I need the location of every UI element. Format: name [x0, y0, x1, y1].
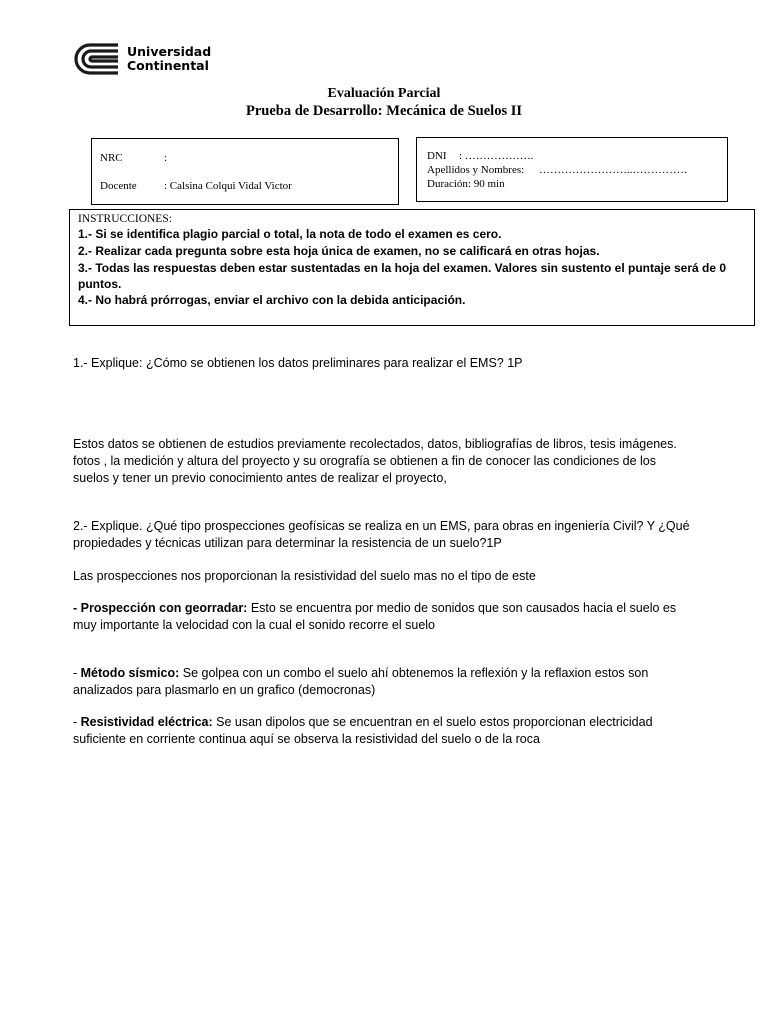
- student-info-box: [416, 137, 728, 202]
- sismico-label: Método sísmico:: [80, 666, 180, 680]
- answer-1-line: suelos y tener un previo conocimiento antes de realizar el proyecto,: [73, 471, 447, 485]
- logo-wordmark: [127, 45, 211, 73]
- dni-label: DNI: [427, 150, 447, 162]
- exam-subtitle: Prueba de Desarrollo: Mecánica de Suelos II: [245, 103, 522, 119]
- nombres-value: ……………………..……………: [539, 164, 688, 176]
- georradar-text: Esto se encuentra por medio de sonidos que son causados hacia el suelo es: [247, 601, 677, 615]
- question-2-line: propiedades y técnicas utilizan para determinar la resistencia de un suelo?1P: [73, 536, 502, 550]
- duracion-text: Duración: 90 min: [427, 178, 505, 190]
- answer-2-intro: Las prospecciones nos proporcionan la resistividad del suelo mas no el tipo de este: [73, 569, 536, 583]
- nrc-label: NRC: [100, 152, 123, 164]
- answer-1-line: Estos datos se obtienen de estudios previamente recolectados, datos, bibliografías de libros, tesis imágenes.: [73, 437, 677, 451]
- question-1: 1.- Explique: ¿Cómo se obtienen los datos preliminares para realizar el EMS? 1P: [73, 356, 523, 370]
- sismico-text: Se golpea con un combo el suelo ahí obtenemos la reflexión y la reflaxion estos son: [179, 666, 649, 680]
- university-logo: [72, 41, 211, 77]
- instructions-heading: INSTRUCCIONES:: [78, 213, 172, 225]
- instruction-item: 3.- Todas las respuestas deben estar sustentadas en la hoja del examen. Valores sin sustento el puntaje será de 0: [78, 261, 727, 275]
- docente-label: Docente: [100, 180, 137, 192]
- docente-value: : Calsina Colqui Vidal Victor: [164, 180, 292, 192]
- exam-title: Evaluación Parcial: [327, 86, 441, 101]
- instruction-item: puntos.: [78, 277, 122, 291]
- resistividad-line: [73, 714, 653, 731]
- instruction-item: 2.- Realizar cada pregunta sobre esta hoja única de examen, no se calificará en otras hojas.: [78, 244, 600, 258]
- course-info-box: [91, 138, 399, 205]
- georradar-label: - Prospección con georradar:: [73, 601, 248, 615]
- sismico-line: [73, 665, 648, 682]
- resistividad-label: Resistividad eléctrica:: [80, 715, 213, 729]
- logo-line-2: Continental: [127, 58, 209, 73]
- georradar-line: [73, 600, 676, 617]
- resistividad-dash: -: [73, 715, 81, 729]
- nombres-label: Apellidos y Nombres:: [427, 164, 525, 176]
- answer-1-line: fotos , la medición y altura del proyecto y su orografía se obtienen a fin de conocer las condiciones de los: [73, 454, 656, 468]
- question-2-line: 2.- Explique. ¿Qué tipo prospecciones geofísicas se realiza en un EMS, para obras en ingeniería Civil? Y ¿Qué: [73, 519, 690, 533]
- dni-value: : ……………….: [459, 150, 534, 162]
- continental-logo-icon: [72, 42, 120, 76]
- resistividad-text: Se usan dipolos que se encuentran en el suelo estos proporcionan electricidad: [212, 715, 653, 729]
- sismico-dash: -: [73, 666, 81, 680]
- logo-line-1: Universidad: [127, 44, 212, 59]
- instructions-box: [69, 209, 755, 326]
- instruction-item: 1.- Si se identifica plagio parcial o total, la nota de todo el examen es cero.: [78, 227, 502, 241]
- sismico-text-cont: analizados para plasmarlo en un grafico (democronas): [73, 683, 376, 697]
- nrc-value: :: [164, 152, 168, 164]
- resistividad-text-cont: suficiente en corriente continua aquí se observa la resistividad del suelo o de la roca: [73, 732, 540, 746]
- instruction-item: 4.- No habrá prórrogas, enviar el archivo con la debida anticipación.: [78, 293, 466, 307]
- georradar-text-cont: muy importante la velocidad con la cual el sonido recorre el suelo: [73, 618, 435, 632]
